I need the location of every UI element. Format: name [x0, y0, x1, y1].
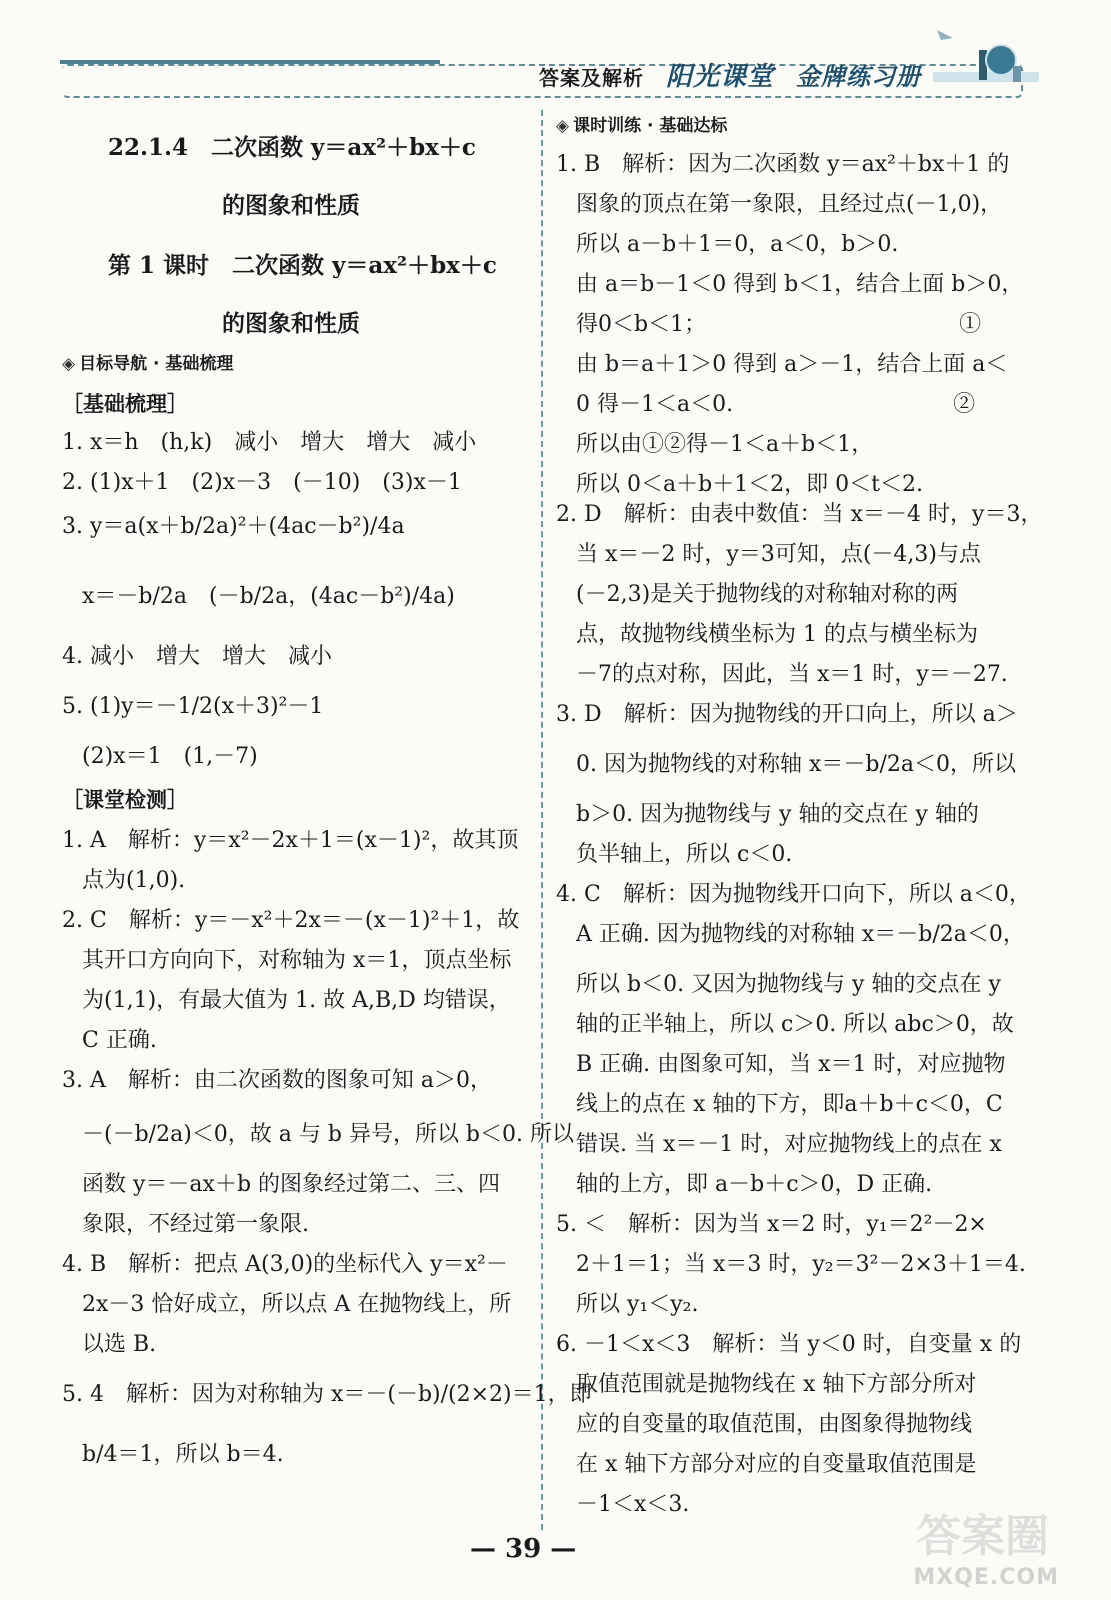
text-line: 所以 a－b＋1＝0，a＜0，b＞0. — [576, 232, 899, 257]
text-line: 1. A 解析：y＝x²－2x＋1＝(x－1)²，故其顶 — [62, 828, 519, 853]
text-line: 线上的点在 x 轴的下方，即a＋b＋c＜0，C — [576, 1092, 1003, 1117]
text-line: (－2,3)是关于抛物线的对称轴对称的两 — [576, 582, 959, 607]
page-header — [0, 0, 1111, 110]
section-tag — [62, 354, 233, 374]
subsection-heading: ［课堂检测］ — [62, 788, 188, 812]
column-divider — [541, 110, 543, 1530]
text-line: －1＜x＜3. — [576, 1492, 690, 1517]
text-line: 由 a＝b－1＜0 得到 b＜1，结合上面 b＞0， — [576, 272, 1024, 297]
text-line: 4. B 解析：把点 A(3,0)的坐标代入 y＝x²－ — [62, 1252, 508, 1277]
text-line: 0. 因为抛物线的对称轴 x＝－b/2a＜0，所以 — [576, 752, 1016, 777]
text-line: 图象的顶点在第一象限，且经过点(－1,0)， — [576, 192, 1003, 217]
text-line: x＝－b/2a (－b/2a，(4ac－b²)/4a) — [82, 584, 455, 609]
text-line: 5. (1)y＝－1/2(x＋3)²－1 — [62, 694, 324, 719]
text-line: b＞0. 因为抛物线与 y 轴的交点在 y 轴的 — [576, 802, 979, 827]
text-line: 象限，不经过第一象限. — [82, 1212, 309, 1237]
text-line: 以选 B. — [82, 1332, 157, 1357]
text-line: 3. y＝a(x＋b/2a)²＋(4ac－b²)/4a — [62, 514, 405, 539]
text-line: C 正确. — [82, 1028, 157, 1053]
text-line: 函数 y＝－ax＋b 的图象经过第二、三、四 — [82, 1172, 501, 1197]
header-title-group — [539, 56, 921, 93]
section-tag-label: 课时训练 · 基础达标 — [573, 116, 728, 136]
text-line: 为(1,1)，有最大值为 1. 故 A,B,D 均错误， — [82, 988, 511, 1013]
section-tag — [556, 116, 727, 136]
diamond-icon: ◈ — [62, 354, 76, 374]
answer-label: 答案及解析 — [538, 66, 644, 90]
text-line: 2＋1＝1；当 x＝3 时，y₂＝3²－2×3＋1＝4. — [576, 1252, 1026, 1277]
text-line: B 正确. 由图象可知，当 x＝1 时，对应抛物 — [576, 1052, 1006, 1077]
text-line: 轴的正半轴上，所以 c＞0. 所以 abc＞0，故 — [576, 1012, 1014, 1037]
section-tag-label: 目标导航 · 基础梳理 — [79, 354, 234, 374]
text-line: 所以由①②得－1＜a＋b＜1， — [576, 432, 874, 457]
text-line: －(－b/2a)＜0，故 a 与 b 异号，所以 b＜0. 所以 — [82, 1122, 575, 1147]
text-line: 由 b＝a＋1＞0 得到 a＞－1，结合上面 a＜ — [576, 352, 1008, 377]
text-line: 2. (1)x＋1 (2)x－3 (－10) (3)x－1 — [62, 470, 462, 495]
text-line: 当 x＝－2 时，y＝3可知，点(－4,3)与点 — [576, 542, 981, 567]
text-line: 所以 b＜0. 又因为抛物线与 y 轴的交点在 y — [576, 972, 1001, 997]
text-line: (2)x＝1 (1,－7) — [82, 744, 258, 769]
text-line: －7的点对称，因此，当 x＝1 时，y＝－27. — [576, 662, 1008, 687]
book-title: 金牌练习册 — [796, 62, 921, 91]
brand-title: 阳光课堂 — [665, 62, 774, 92]
text-line: 1. B 解析：因为二次函数 y＝ax²＋bx＋1 的 — [556, 152, 1010, 177]
text-line: 5. ＜ 解析：因为当 x＝2 时，y₁＝2²－2× — [556, 1212, 987, 1237]
section-title: 的图象和性质 — [222, 310, 360, 337]
text-line: 在 x 轴下方部分对应的自变量取值范围是 — [576, 1452, 977, 1477]
text-line: 0 得－1＜a＜0. ② — [576, 392, 976, 417]
text-line: 1. x＝h (h,k) 减小 增大 增大 减小 — [62, 430, 477, 455]
text-line: 4. C 解析：因为抛物线开口向下，所以 a＜0， — [556, 882, 1031, 907]
text-line: b/4＝1，所以 b＝4. — [82, 1442, 284, 1467]
text-line: 2. D 解析：由表中数值：当 x＝－4 时，y＝3， — [556, 502, 1043, 527]
text-line: 2. C 解析：y＝－x²＋2x＝－(x－1)²＋1，故 — [62, 908, 520, 933]
section-title: 22.1.4 二次函数 y＝ax²＋bx＋c — [108, 134, 476, 161]
watermark — [891, 1500, 1071, 1590]
page-number: — 39 — — [470, 1534, 577, 1564]
text-line: 2x－3 恰好成立，所以点 A 在抛物线上，所 — [82, 1292, 512, 1317]
text-line: 其开口方向向下，对称轴为 x＝1，顶点坐标 — [82, 948, 512, 973]
text-line: 错误. 当 x＝－1 时，对应抛物线上的点在 x — [576, 1132, 1002, 1157]
text-line: 6. －1＜x＜3 解析：当 y＜0 时，自变量 x 的 — [556, 1332, 1022, 1357]
text-line: 得0＜b＜1； ① — [576, 312, 982, 337]
text-line: 点，故抛物线横坐标为 1 的点与横坐标为 — [576, 622, 978, 647]
section-title: 的图象和性质 — [222, 192, 360, 219]
text-line: 所以 y₁＜y₂. — [576, 1292, 699, 1317]
section-title: 第 1 课时 二次函数 y＝ax²＋bx＋c — [108, 252, 497, 279]
subsection-heading: ［基础梳理］ — [62, 392, 188, 416]
text-line: 5. 4 解析：因为对称轴为 x＝－(－b)/(2×2)＝1，即 — [62, 1382, 592, 1407]
text-line: 取值范围就是抛物线在 x 轴下方部分所对 — [576, 1372, 977, 1397]
text-line: 所以 0＜a＋b＋1＜2，即 0＜t＜2. — [576, 472, 924, 497]
text-line: A 正确. 因为抛物线的对称轴 x＝－b/2a＜0， — [576, 922, 1025, 947]
text-line: 3. D 解析：因为抛物线的开口向上，所以 a＞ — [556, 702, 1018, 727]
text-line: 轴的上方，即 a－b＋c＞0，D 正确. — [576, 1172, 933, 1197]
watermark-site: MXQE.COM — [913, 1565, 1059, 1590]
diamond-icon: ◈ — [556, 116, 570, 136]
text-line: 应的自变量的取值范围，由图象得抛物线 — [576, 1412, 973, 1437]
text-line: 3. A 解析：由二次函数的图象可知 a＞0， — [62, 1068, 492, 1093]
watermark-logo: 答案圈 — [917, 1511, 1049, 1562]
text-line: 4. 减小 增大 增大 减小 — [62, 644, 332, 669]
text-line: 点为(1,0). — [82, 868, 186, 893]
text-line: 负半轴上，所以 c＜0. — [576, 842, 793, 867]
globe-icon — [931, 26, 1041, 100]
